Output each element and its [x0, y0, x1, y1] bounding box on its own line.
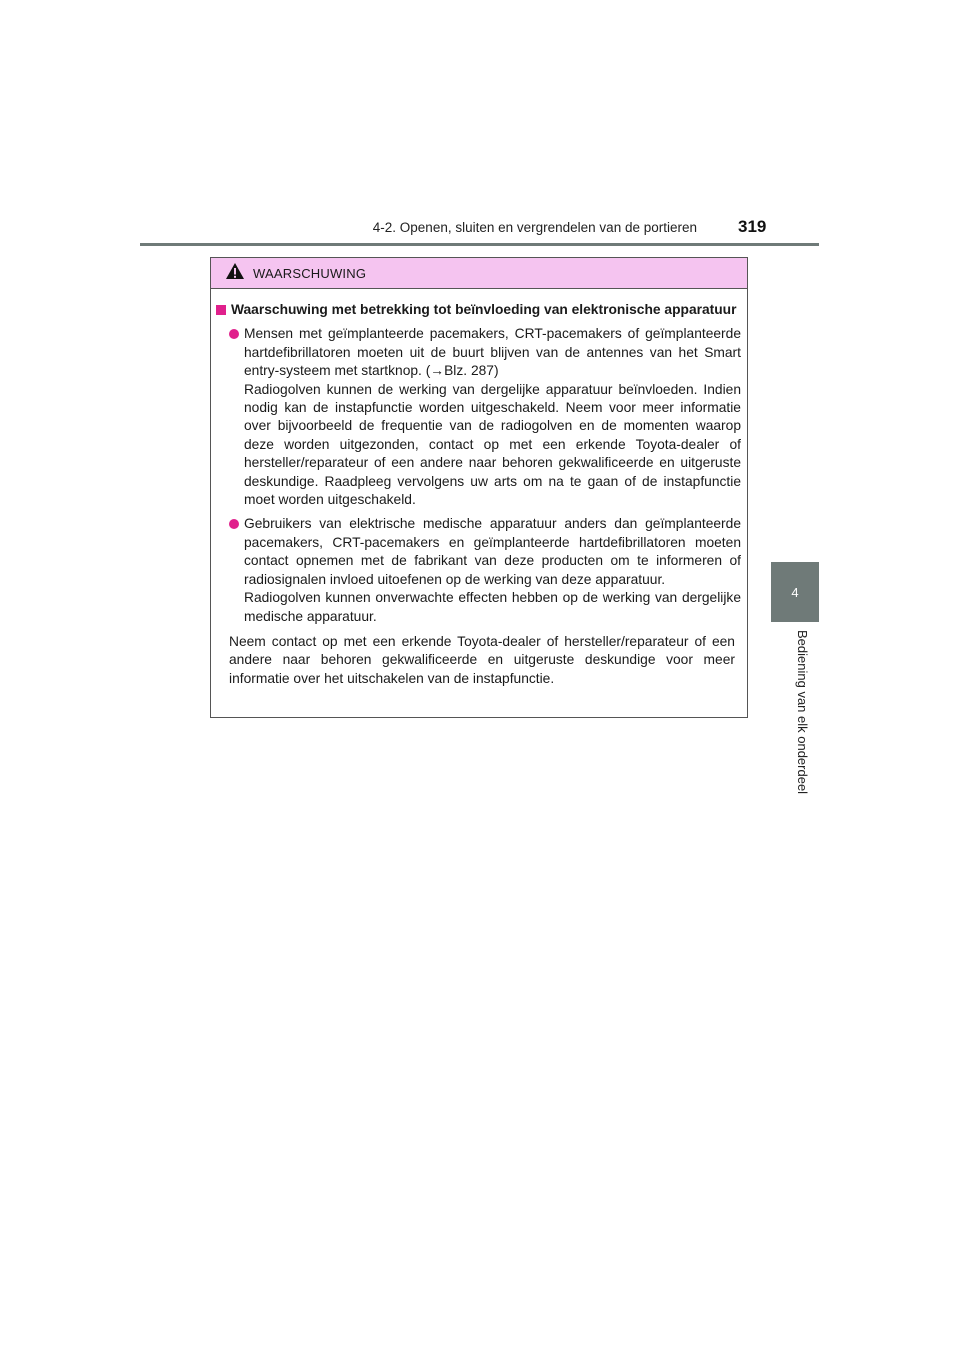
square-bullet-icon — [216, 305, 226, 315]
bullet-paragraph: Gebruikers van elektrische medische apparatuur anders dan geïmplanteerde pacemakers, CRT-pacemakers en geïmplanteerde hartdefibrillatoren moeten contact opnemen met de fabrikant van deze producten om te informeren of radiosignalen invloed uitoefenen op de werking van deze apparatuur. — [244, 516, 741, 587]
bullet-content — [244, 515, 741, 625]
section-title — [216, 301, 741, 319]
warning-header — [211, 258, 747, 289]
closing-paragraph: Neem contact op met een erkende Toyota-dealer of hersteller/reparateur of een andere naar behoren gekwalificeerde en uitgeruste deskundige voor meer informatie over het uitschakelen van de instapfunctie. — [229, 633, 735, 686]
bullet-paragraph: Radiogolven kunnen onverwachte effecten hebben op de werking van dergelijke medische apparatuur. — [244, 590, 741, 624]
bullet-item — [216, 325, 741, 509]
circle-bullet-icon — [229, 329, 239, 339]
bullet-content — [244, 325, 741, 509]
chapter-tab-label: Bediening van elk onderdeel — [795, 630, 810, 795]
page-number: 319 — [738, 217, 767, 236]
section-title-text: Waarschuwing met betrekking tot beïnvloeding van elektronische apparatuur — [231, 302, 737, 317]
chapter-heading: 4-2. Openen, sluiten en vergrendelen van de portieren — [372, 220, 697, 235]
warning-box — [210, 257, 748, 718]
bullet-item — [216, 515, 741, 625]
chapter-tab-number: 4 — [791, 584, 799, 600]
warning-body — [211, 289, 747, 688]
circle-bullet-icon — [229, 519, 239, 529]
warning-heading: WAARSCHUWING — [253, 265, 367, 281]
bullet-paragraph: Radiogolven kunnen de werking van dergelijke apparatuur beïnvloeden. Indien nodig kan de instapfunctie worden uitgeschakeld. Neem voor meer informatie over bijvoorbeeld de frequentie van de radiogolven en de momenten waarop deze worden uitgezonden, contact op met een erkende Toyota-dealer of hersteller/reparateur of een andere naar behoren gekwalificeerde en uitgeruste deskundige. Raadpleeg vervolgens uw arts om na te gaan of de instapfunctie moet worden uitgeschakeld. — [244, 381, 741, 508]
bullet-paragraph: Mensen met geïmplanteerde pacemakers, CRT-pacemakers of geïmplanteerde hartdefibrillatoren moeten uit de buurt blijven van de antennes van het Smart entry-systeem met startknop. (→Blz. 287) — [244, 326, 741, 379]
warning-triangle-icon — [225, 262, 245, 285]
header-divider — [140, 243, 819, 246]
chapter-tab — [771, 562, 819, 622]
